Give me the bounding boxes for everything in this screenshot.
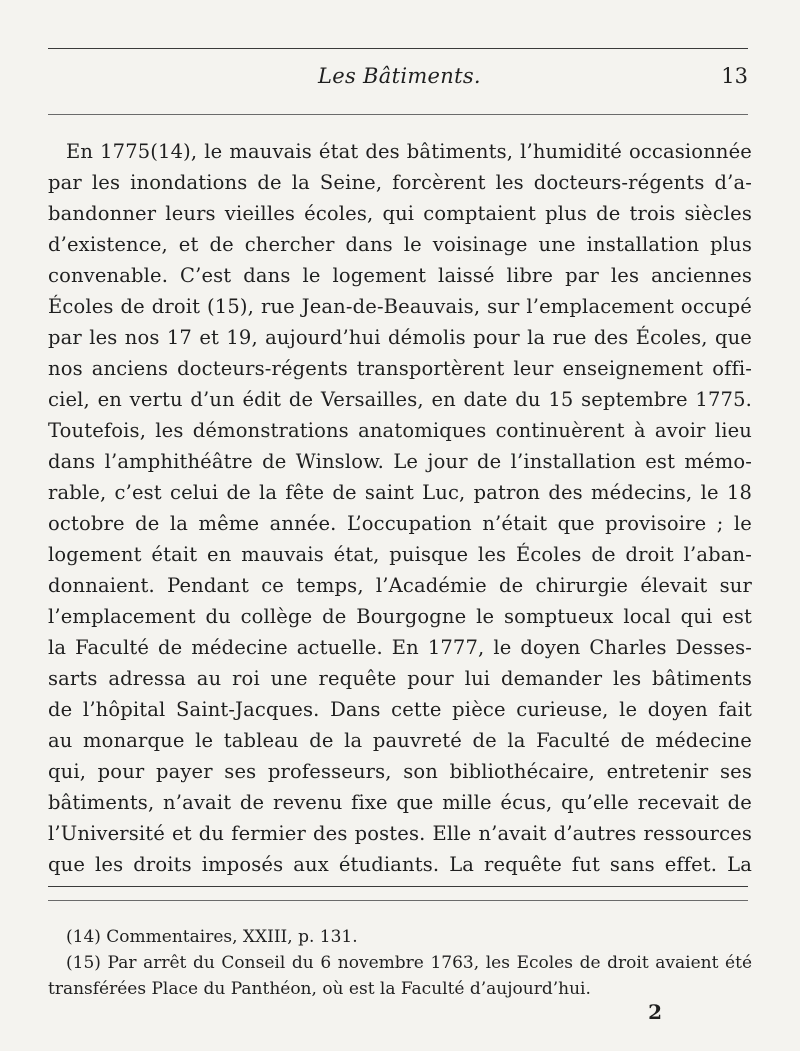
footnote-15-line-1: (15) Par arrêt du Conseil du 6 novembre 1763, les Ecoles de droit avaient été [66, 953, 752, 973]
header-bottom-rule [48, 114, 748, 115]
text-line: logement était en mauvais état, puisque les Écoles de droit l’aban- [48, 543, 752, 566]
text-line: convenable. C’est dans le logement laissé libre par les anciennes [48, 264, 752, 287]
footnote-separator-top [48, 886, 748, 887]
text-line: sarts adressa au roi une requête pour lui demander les bâtiments [48, 667, 752, 690]
text-line: la Faculté de médecine actuelle. En 1777, le doyen Charles Desses- [48, 636, 752, 659]
text-line: nos anciens docteurs-régents transportèrent leur enseignement offi- [48, 357, 752, 380]
text-line: ciel, en vertu d’un édit de Versailles, en date du 15 septembre 1775. [48, 388, 752, 411]
text-line: Toutefois, les démonstrations anatomiques continuèrent à avoir lieu [48, 419, 752, 442]
footnote-separator-bottom [48, 900, 748, 901]
text-line: par les nos 17 et 19, aujourd’hui démolis pour la rue des Écoles, que [48, 326, 752, 349]
text-line: par les inondations de la Seine, forcèrent les docteurs-régents d’a- [48, 171, 752, 194]
text-line: l’emplacement du collège de Bourgogne le somptueux local qui est [48, 605, 752, 628]
text-line: dans l’amphithéâtre de Winslow. Le jour de l’installation est mémo- [48, 450, 752, 473]
text-line: bâtiments, n’avait de revenu fixe que mille écus, qu’elle recevait de [48, 791, 752, 814]
text-line: donnaient. Pendant ce temps, l’Académie de chirurgie élevait sur [48, 574, 752, 597]
page-number: 13 [721, 64, 748, 88]
text-line: de l’hôpital Saint-Jacques. Dans cette pièce curieuse, le doyen fait [48, 698, 752, 721]
text-line: au monarque le tableau de la pauvreté de la Faculté de médecine [48, 729, 752, 752]
text-line: bandonner leurs vieilles écoles, qui comptaient plus de trois siècles [48, 202, 752, 225]
running-title: Les Bâtiments. [318, 64, 481, 88]
text-line: octobre de la même année. L’occupation n’était que provisoire ; le [48, 512, 752, 535]
text-line: l’Université et du fermier des postes. Elle n’avait d’autres ressources [48, 822, 752, 845]
body-paragraph [48, 136, 752, 880]
header-top-rule [48, 48, 748, 49]
text-line: Écoles de droit (15), rue Jean-de-Beauvais, sur l’emplacement occupé [48, 295, 752, 318]
footnotes [48, 924, 752, 1002]
text-line: d’existence, et de chercher dans le voisinage une installation plus [48, 233, 752, 256]
text-line: qui, pour payer ses professeurs, son bibliothécaire, entretenir ses [48, 760, 752, 783]
text-line: rable, c’est celui de la fête de saint Luc, patron des médecins, le 18 [48, 481, 752, 504]
text-line: que les droits imposés aux étudiants. La requête fut sans effet. La [48, 853, 752, 876]
signature-mark: 2 [648, 1000, 662, 1024]
text-line: En 1775(14), le mauvais état des bâtiments, l’humidité occasionnée [66, 140, 752, 163]
footnote-15-line-2: transférées Place du Panthéon, où est la Faculté d’aujourd’hui. [48, 979, 591, 999]
page-header [48, 64, 748, 98]
footnote-14: (14) Commentaires, XXIII, p. 131. [66, 927, 358, 947]
